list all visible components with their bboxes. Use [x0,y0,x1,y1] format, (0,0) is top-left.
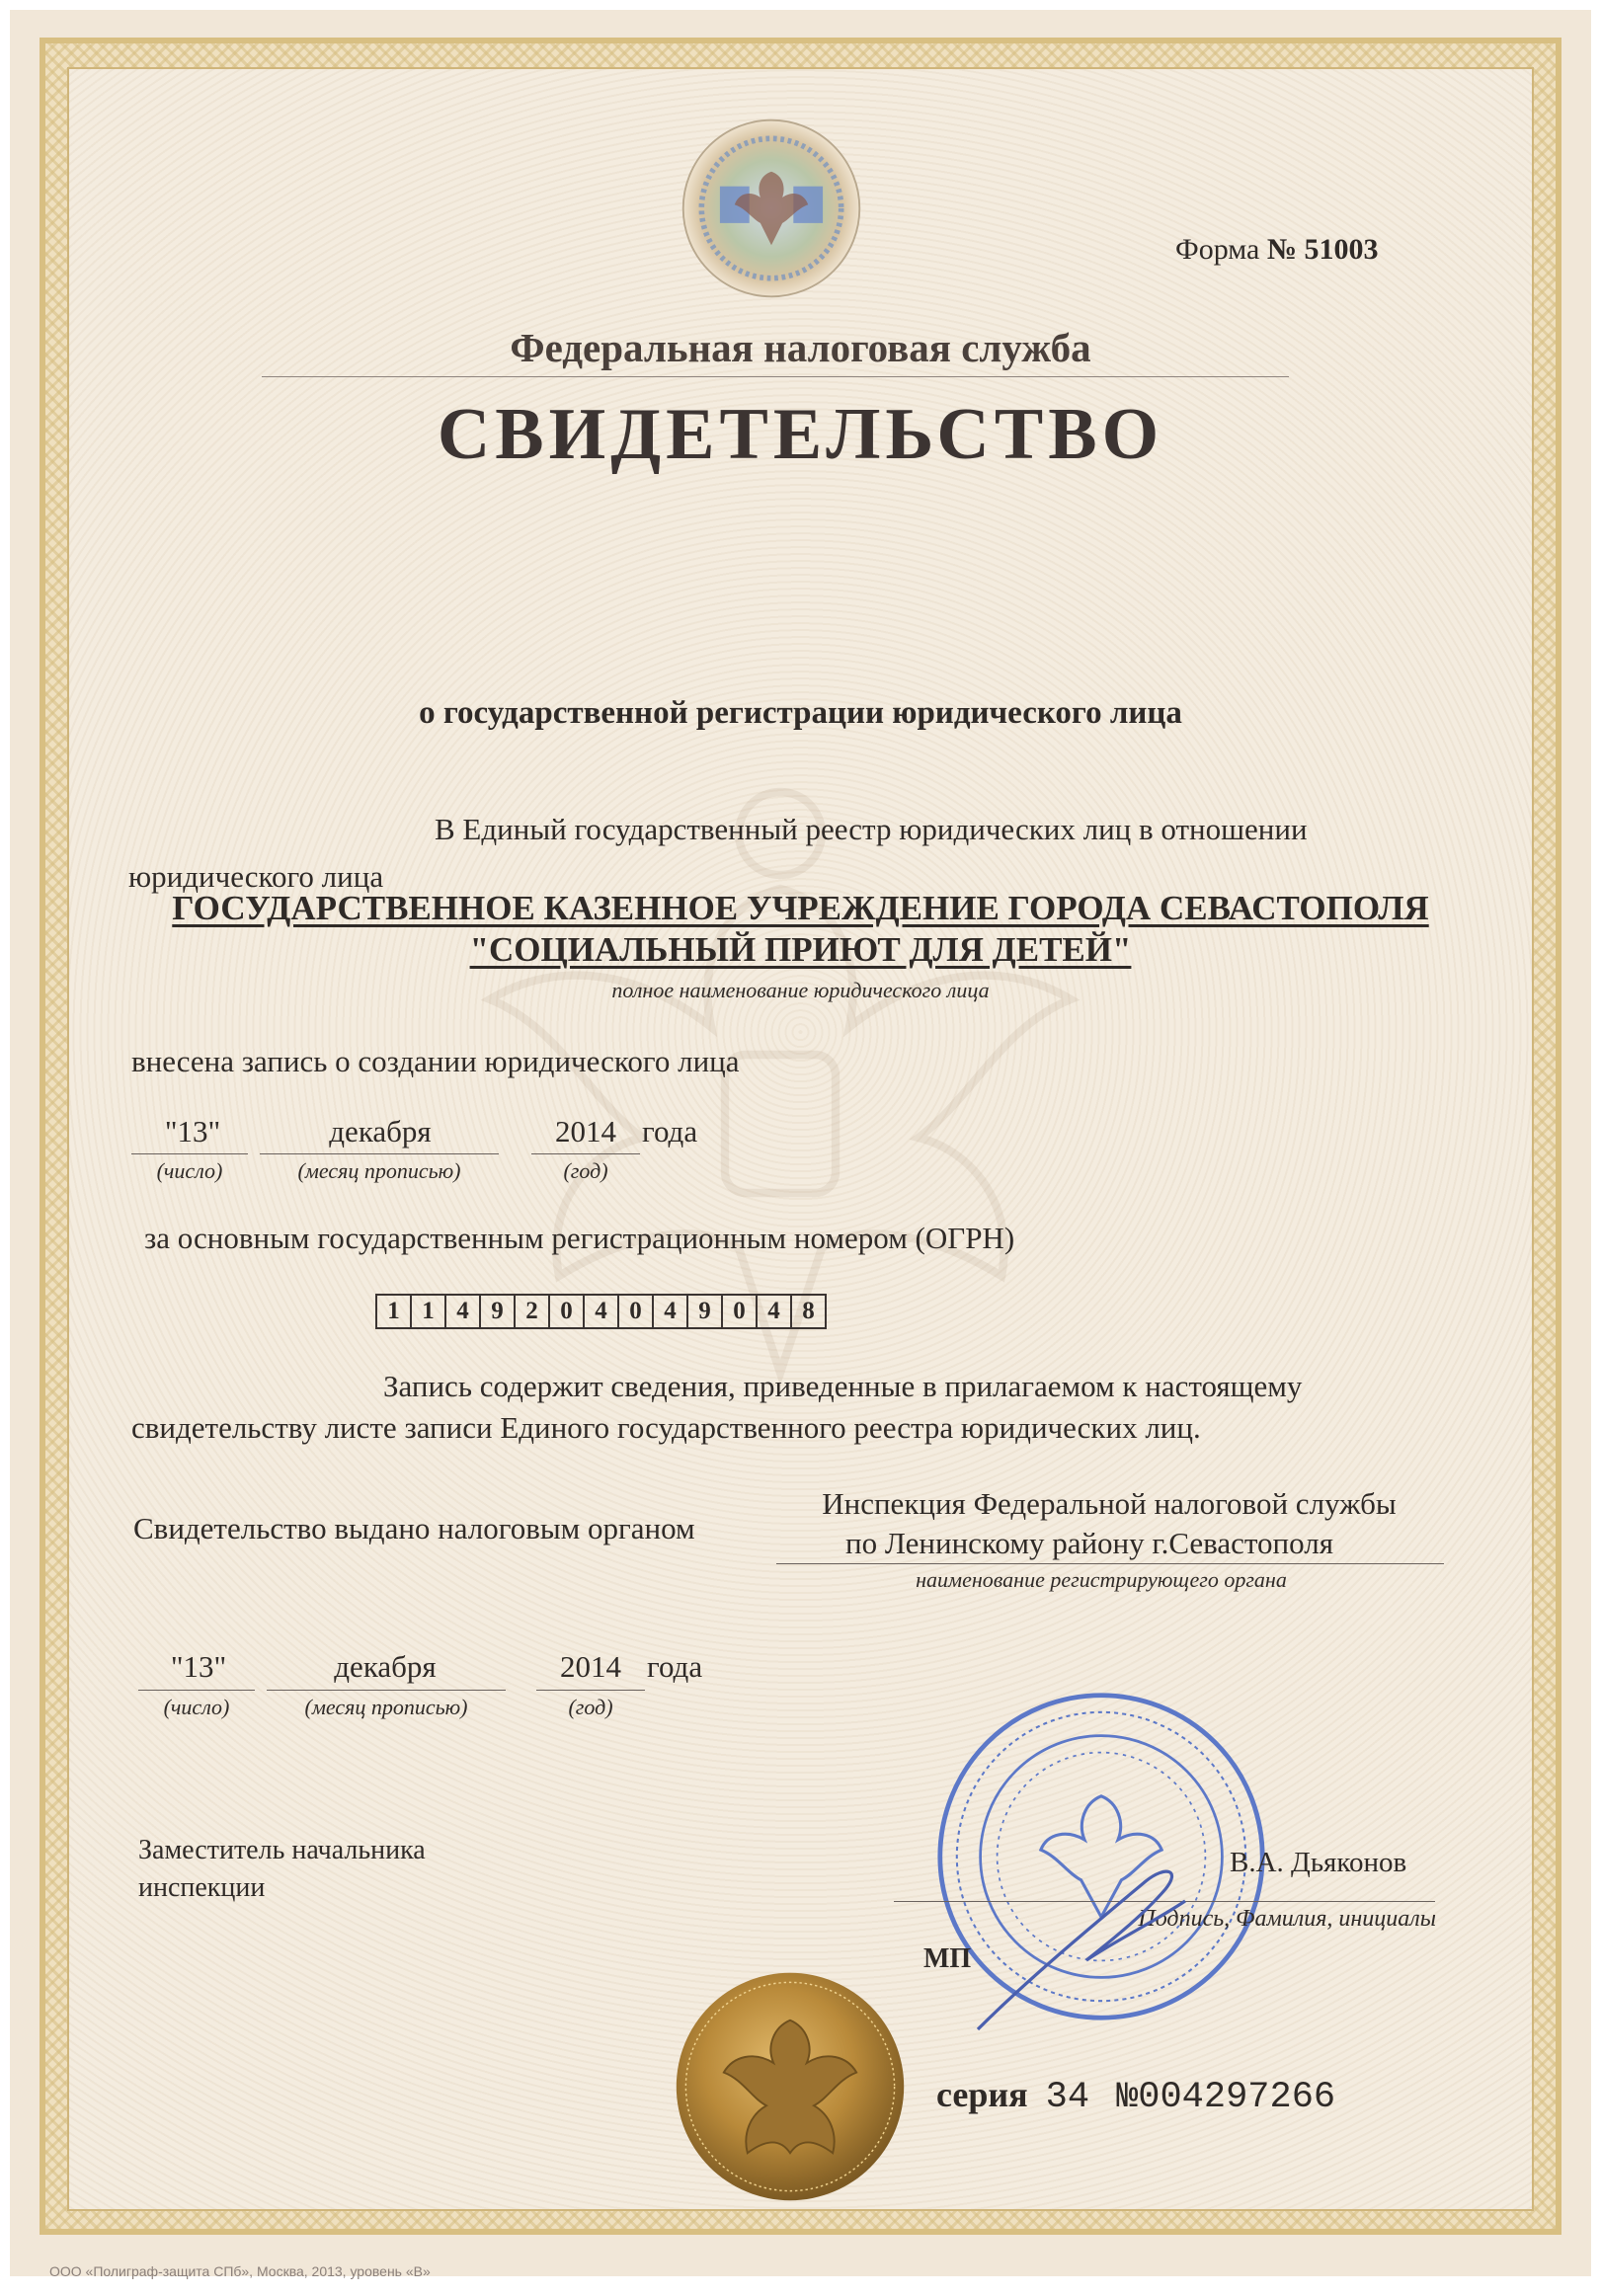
hologram-emblem-icon [680,117,863,300]
ogrn-digit: 4 [585,1296,619,1327]
date-year-underline [531,1153,640,1154]
ogrn-number-boxes [375,1294,827,1329]
ogrn-digit: 0 [550,1296,585,1327]
ogrn-digit: 4 [446,1296,481,1327]
intro-text-line2: юридического лица [128,859,384,894]
handwritten-signature-icon [968,1837,1205,2044]
date-month: декабря [334,1649,437,1684]
date-day-caption: (число) [156,1158,223,1183]
date-month-underline [267,1690,506,1691]
ogrn-digit: 9 [688,1296,723,1327]
date-month: декабря [329,1114,432,1148]
intro-text-line1: В Единый государственный реестр юридических лиц в отношении [435,812,1308,846]
entity-name-line2: "СОЦИАЛЬНЫЙ ПРИЮТ ДЛЯ ДЕТЕЙ" [469,930,1132,969]
certificate-title: СВИДЕТЕЛЬСТВО [437,394,1164,475]
date-year-word: года [647,1649,703,1684]
signature-caption: Подпись, Фамилия, инициалы [1138,1906,1436,1932]
record-text-line2: свидетельству листе записи Единого государственного реестра юридических лиц. [131,1410,1201,1445]
ogrn-digit: 1 [412,1296,446,1327]
issued-by-label: Свидетельство выдано налоговым органом [133,1511,695,1545]
certificate-subtitle: о государственной регистрации юридического лица [419,695,1182,731]
gold-emblem-seal-icon [672,1968,909,2205]
issuing-service-title: Федеральная налоговая служба [510,325,1091,370]
date-year: 2014 [555,1114,616,1148]
date-year-underline [536,1690,645,1691]
seal-place-label: МП [923,1943,972,1974]
ogrn-digit: 1 [377,1296,412,1327]
entity-name-line1: ГОСУДАРСТВЕННОЕ КАЗЕННОЕ УЧРЕЖДЕНИЕ ГОРОДА СЕВАСТОПОЛЯ [172,889,1429,927]
header-divider [262,376,1289,377]
signer-position-line1: Заместитель начальника [138,1835,426,1865]
date-year-caption: (год) [568,1695,613,1719]
ogrn-digit: 8 [802,1298,815,1324]
issuing-org-underline [776,1563,1444,1564]
date-year-word: года [642,1114,698,1148]
date-year-caption: (год) [563,1158,608,1183]
issuing-org-caption: наименование регистрирующего органа [916,1567,1287,1592]
date-day: "13" [164,1114,221,1148]
ogrn-digit: 0 [723,1296,758,1327]
series-number: серия 34 №004297266 [936,2075,1336,2118]
date-day-caption: (число) [163,1695,230,1719]
date-day-underline [131,1153,248,1154]
ogrn-digit: 4 [758,1296,792,1327]
issuing-org-line1: Инспекция Федеральной налоговой службы [822,1486,1397,1521]
date-month-caption: (месяц прописью) [297,1158,461,1183]
ogrn-label: за основным государственным регистрационным номером (ОГРН) [144,1221,1015,1255]
ogrn-digit: 9 [481,1296,516,1327]
date-year: 2014 [560,1649,621,1684]
ogrn-digit: 4 [654,1296,688,1327]
date-day: "13" [170,1649,227,1684]
signer-position-line2: инспекции [138,1872,266,1903]
ogrn-digit: 2 [516,1296,550,1327]
ogrn-digit: 0 [619,1296,654,1327]
issuing-org-line2: по Ленинскому району г.Севастополя [845,1526,1333,1560]
signer-name: В.А. Дьяконов [1230,1847,1407,1878]
date-month-caption: (месяц прописью) [304,1695,468,1719]
date-month-underline [260,1153,499,1154]
eagle-watermark-icon [435,751,1126,1442]
form-number: Форма № 51003 [1175,233,1379,266]
created-record-text: внесена запись о создании юридического лица [131,1044,740,1078]
entity-name-caption: полное наименование юридического лица [611,978,990,1002]
date-day-underline [138,1690,255,1691]
record-text-line1: Запись содержит сведения, приведенные в прилагаемом к настоящему [383,1369,1303,1403]
printer-footer: ООО «Полиграф-защита СПб», Москва, 2013, уровень «В» [49,2263,431,2279]
